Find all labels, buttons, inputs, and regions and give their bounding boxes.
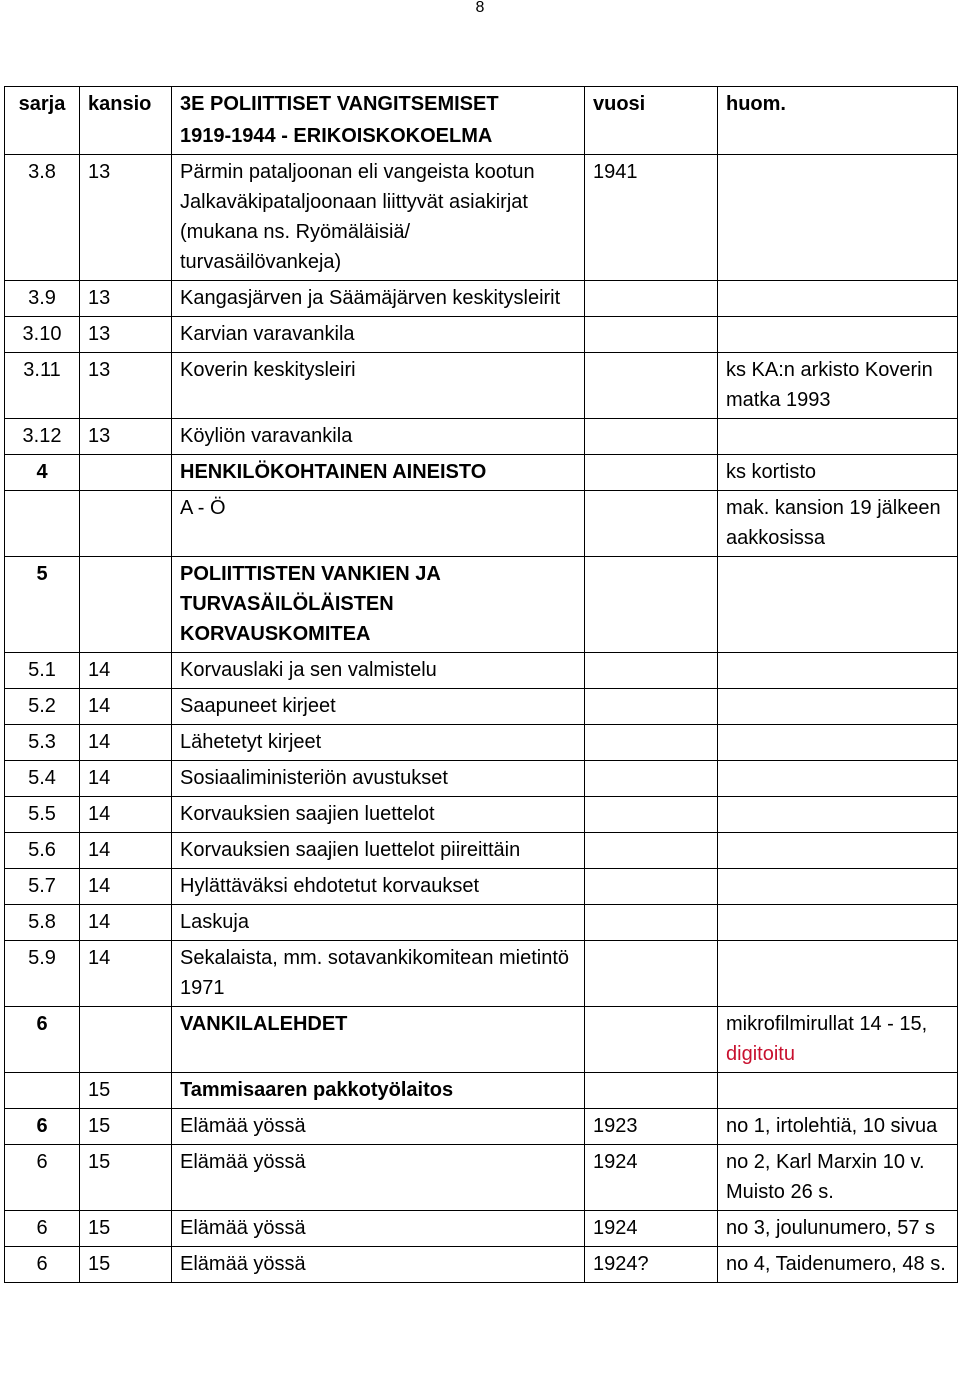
cell-sarja: 5.1	[5, 653, 80, 689]
cell-desc: Laskuja	[172, 905, 585, 941]
cell-desc: Kangasjärven ja Säämäjärven keskitysleirit	[172, 281, 585, 317]
table-row	[5, 905, 958, 941]
header-title-line1: 3E POLIITTISET VANGITSEMISET	[180, 93, 499, 115]
cell-kansio: 13	[80, 155, 172, 281]
cell-vuosi	[585, 557, 718, 653]
table-row	[5, 353, 958, 419]
cell-kansio: 14	[80, 725, 172, 761]
cell-desc: Elämää yössä	[172, 1247, 585, 1283]
cell-sarja	[5, 491, 80, 557]
cell-desc: A - Ö	[172, 491, 585, 557]
cell-desc: Saapuneet kirjeet	[172, 689, 585, 725]
cell-desc: HENKILÖKOHTAINEN AINEISTO	[172, 455, 585, 491]
table-row	[5, 281, 958, 317]
header-title-line2: 1919-1944 - ERIKOISKOKOELMA	[180, 125, 493, 147]
table-row	[5, 1073, 958, 1109]
cell-vuosi: 1923	[585, 1109, 718, 1145]
cell-sarja: 6	[5, 1145, 80, 1211]
cell-sarja: 6	[5, 1247, 80, 1283]
cell-vuosi	[585, 869, 718, 905]
cell-kansio: 14	[80, 869, 172, 905]
cell-vuosi	[585, 317, 718, 353]
cell-sarja: 5.2	[5, 689, 80, 725]
table-row	[5, 1145, 958, 1211]
cell-huom	[718, 869, 958, 905]
table-row	[5, 797, 958, 833]
cell-desc: Elämää yössä	[172, 1109, 585, 1145]
cell-sarja: 3.10	[5, 317, 80, 353]
cell-kansio: 15	[80, 1211, 172, 1247]
cell-huom: ks kortisto	[718, 455, 958, 491]
cell-huom	[718, 689, 958, 725]
cell-vuosi	[585, 491, 718, 557]
cell-desc: Korvauslaki ja sen valmistelu	[172, 653, 585, 689]
cell-desc: Pärmin pataljoonan eli vangeista kootun Jalkaväkipataljoonaan liittyvät asiakirjat (mukana ns. Ryömäläisiä/ turvasäilövankeja)	[172, 155, 585, 281]
cell-vuosi	[585, 797, 718, 833]
table-row	[5, 1247, 958, 1283]
cell-vuosi	[585, 1007, 718, 1073]
cell-kansio: 15	[80, 1247, 172, 1283]
cell-kansio: 14	[80, 761, 172, 797]
cell-sarja: 4	[5, 455, 80, 491]
cell-huom	[718, 725, 958, 761]
header-sarja: sarja	[5, 87, 80, 155]
cell-vuosi: 1924	[585, 1211, 718, 1247]
table-row	[5, 1211, 958, 1247]
cell-huom	[718, 833, 958, 869]
cell-vuosi	[585, 653, 718, 689]
cell-huom	[718, 281, 958, 317]
cell-vuosi	[585, 689, 718, 725]
cell-vuosi	[585, 761, 718, 797]
section-row	[5, 455, 958, 491]
cell-huom	[718, 1073, 958, 1109]
cell-huom	[718, 941, 958, 1007]
cell-huom: no 2, Karl Marxin 10 v. Muisto 26 s.	[718, 1145, 958, 1211]
table-row	[5, 869, 958, 905]
cell-desc: Sekalaista, mm. sotavankikomitean mietintö 1971	[172, 941, 585, 1007]
cell-desc: Sosiaaliministeriön avustukset	[172, 761, 585, 797]
cell-sarja	[5, 1073, 80, 1109]
header-huom: huom.	[718, 87, 958, 155]
cell-huom: no 3, joulunumero, 57 s	[718, 1211, 958, 1247]
cell-vuosi	[585, 419, 718, 455]
cell-desc: Tammisaaren pakkotyölaitos	[172, 1073, 585, 1109]
table-row	[5, 725, 958, 761]
cell-desc: Karvian varavankila	[172, 317, 585, 353]
cell-kansio: 13	[80, 353, 172, 419]
cell-desc: Hylättäväksi ehdotetut korvaukset	[172, 869, 585, 905]
table-row	[5, 689, 958, 725]
cell-sarja: 3.11	[5, 353, 80, 419]
cell-kansio: 13	[80, 317, 172, 353]
cell-huom	[718, 155, 958, 281]
cell-sarja: 5.7	[5, 869, 80, 905]
section-row	[5, 1007, 958, 1073]
cell-kansio: 14	[80, 905, 172, 941]
cell-huom: no 4, Taidenumero, 48 s.	[718, 1247, 958, 1283]
cell-huom: no 1, irtolehtiä, 10 sivua	[718, 1109, 958, 1145]
cell-vuosi	[585, 1073, 718, 1109]
cell-vuosi	[585, 833, 718, 869]
cell-kansio: 14	[80, 833, 172, 869]
cell-kansio: 15	[80, 1109, 172, 1145]
cell-sarja: 5.4	[5, 761, 80, 797]
cell-vuosi: 1924?	[585, 1247, 718, 1283]
cell-sarja: 5.3	[5, 725, 80, 761]
huom-text: mikrofilmirullat 14 - 15,	[726, 1013, 928, 1035]
cell-sarja: 6	[5, 1007, 80, 1073]
cell-kansio: 13	[80, 419, 172, 455]
cell-kansio	[80, 455, 172, 491]
cell-sarja: 5.8	[5, 905, 80, 941]
cell-huom: ks KA:n arkisto Koverin matka 1993	[718, 353, 958, 419]
table-row	[5, 317, 958, 353]
table-row	[5, 941, 958, 1007]
cell-sarja: 5.6	[5, 833, 80, 869]
digitoitu-note: digitoitu	[726, 1043, 795, 1065]
cell-vuosi: 1941	[585, 155, 718, 281]
header-kansio: kansio	[80, 87, 172, 155]
cell-huom	[718, 317, 958, 353]
table-row	[5, 491, 958, 557]
cell-sarja: 3.9	[5, 281, 80, 317]
cell-vuosi	[585, 455, 718, 491]
cell-vuosi	[585, 725, 718, 761]
cell-desc: VANKILALEHDET	[172, 1007, 585, 1073]
cell-kansio	[80, 491, 172, 557]
cell-kansio	[80, 1007, 172, 1073]
cell-vuosi	[585, 941, 718, 1007]
section-row	[5, 557, 958, 653]
cell-kansio: 14	[80, 653, 172, 689]
cell-kansio: 15	[80, 1145, 172, 1211]
archive-table	[4, 86, 958, 1283]
cell-huom	[718, 419, 958, 455]
cell-sarja: 5	[5, 557, 80, 653]
cell-vuosi	[585, 905, 718, 941]
cell-sarja: 5.5	[5, 797, 80, 833]
header-title	[172, 87, 585, 155]
table-row	[5, 761, 958, 797]
cell-kansio: 13	[80, 281, 172, 317]
cell-sarja: 6	[5, 1211, 80, 1247]
cell-sarja: 5.9	[5, 941, 80, 1007]
cell-desc: POLIITTISTEN VANKIEN JA TURVASÄILÖLÄISTEN KORVAUSKOMITEA	[172, 557, 585, 653]
cell-vuosi	[585, 281, 718, 317]
cell-desc: Lähetetyt kirjeet	[172, 725, 585, 761]
header-vuosi: vuosi	[585, 87, 718, 155]
cell-huom	[718, 653, 958, 689]
cell-desc: Koverin keskitysleiri	[172, 353, 585, 419]
cell-kansio: 15	[80, 1073, 172, 1109]
table-row	[5, 1109, 958, 1145]
cell-huom: mak. kansion 19 jälkeen aakkosissa	[718, 491, 958, 557]
cell-huom	[718, 761, 958, 797]
table-row	[5, 833, 958, 869]
cell-desc: Elämää yössä	[172, 1145, 585, 1211]
header-row	[5, 87, 958, 155]
cell-huom	[718, 557, 958, 653]
cell-kansio: 14	[80, 797, 172, 833]
table-row	[5, 155, 958, 281]
cell-vuosi: 1924	[585, 1145, 718, 1211]
cell-desc: Elämää yössä	[172, 1211, 585, 1247]
cell-huom	[718, 797, 958, 833]
page-number: 8	[475, 0, 485, 16]
table-row	[5, 653, 958, 689]
cell-desc: Korvauksien saajien luettelot piireittäin	[172, 833, 585, 869]
cell-huom	[718, 905, 958, 941]
cell-huom	[718, 1007, 958, 1073]
table-row	[5, 419, 958, 455]
cell-desc: Korvauksien saajien luettelot	[172, 797, 585, 833]
cell-sarja: 3.8	[5, 155, 80, 281]
cell-kansio: 14	[80, 941, 172, 1007]
cell-kansio: 14	[80, 689, 172, 725]
cell-sarja: 3.12	[5, 419, 80, 455]
cell-kansio	[80, 557, 172, 653]
cell-vuosi	[585, 353, 718, 419]
cell-desc: Köyliön varavankila	[172, 419, 585, 455]
cell-sarja: 6	[5, 1109, 80, 1145]
